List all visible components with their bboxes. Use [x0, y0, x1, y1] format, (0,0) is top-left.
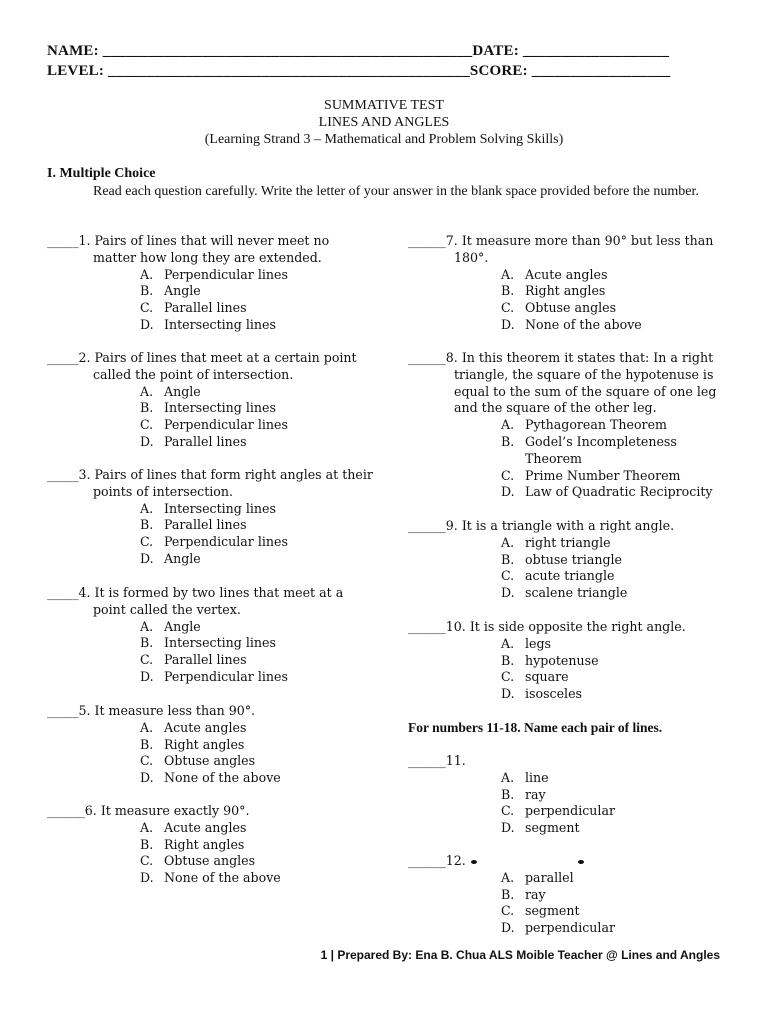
option-item	[140, 669, 377, 686]
question-text: It is a triangle with a right angle.	[461, 518, 675, 533]
question-stem	[408, 619, 738, 636]
option-letter: C.	[140, 534, 154, 550]
option-text: segment	[525, 820, 580, 836]
option-letter: C.	[501, 300, 515, 316]
option-text: Parallel lines	[164, 517, 247, 533]
answer-blank[interactable]: ______	[408, 518, 446, 533]
option-item	[501, 653, 738, 670]
question-text: It measure more than 90° but less than	[461, 233, 714, 248]
option-text: Obtuse angles	[164, 853, 256, 869]
option-item	[140, 534, 377, 551]
option-item	[501, 870, 738, 887]
option-item	[501, 820, 738, 837]
options-list	[47, 384, 377, 451]
instructions: Read each question carefully. Write the letter of your answer in the blank space provided before the number.	[93, 184, 699, 199]
question-text-cont: triangle, the square of the hypotenuse is	[454, 366, 714, 382]
option-letter: C.	[501, 568, 515, 584]
option-letter: A.	[140, 819, 154, 835]
question-text-cont: 180°.	[454, 249, 489, 265]
option-text: Intersecting lines	[164, 635, 276, 651]
option-item	[501, 434, 738, 468]
option-letter: B.	[140, 517, 154, 533]
answer-blank[interactable]: _____	[47, 233, 79, 248]
answer-blank[interactable]: _____	[47, 467, 79, 482]
option-text: Intersecting lines	[164, 500, 276, 516]
option-letter: A.	[501, 534, 515, 550]
option-letter: D.	[140, 433, 154, 449]
question-text: Pairs of lines that form right angles at their	[94, 467, 373, 482]
question-text-cont: points of intersection.	[93, 483, 233, 499]
answer-blank[interactable]: _____	[47, 703, 79, 718]
option-text: Intersecting lines	[164, 400, 276, 416]
option-letter: A.	[501, 417, 515, 433]
question-item	[47, 803, 377, 887]
question-stem	[47, 803, 377, 820]
option-text: segment	[525, 903, 580, 919]
option-text: perpendicular	[525, 920, 615, 936]
option-item	[140, 820, 377, 837]
option-item	[140, 300, 377, 317]
option-letter: D.	[140, 870, 154, 886]
option-item	[501, 317, 738, 334]
option-letter: C.	[140, 753, 154, 769]
option-letter: D.	[140, 668, 154, 684]
option-text: Right angles	[525, 283, 606, 299]
option-letter: A.	[140, 719, 154, 735]
question-stem	[408, 753, 738, 770]
option-text: ray	[525, 786, 546, 802]
question-number: 7.	[445, 233, 458, 248]
question-number: 11.	[445, 753, 466, 768]
question-stem	[408, 350, 738, 367]
question-item	[408, 518, 738, 602]
option-item	[140, 635, 377, 652]
answer-blank[interactable]: _____	[47, 350, 79, 365]
option-item	[140, 317, 377, 334]
option-text: perpendicular	[525, 803, 615, 819]
option-letter: A.	[140, 500, 154, 516]
options-list	[408, 770, 738, 837]
question-number: 2.	[78, 350, 91, 365]
option-text: None of the above	[525, 316, 642, 332]
question-number: 12.	[445, 853, 466, 868]
option-letter: A.	[140, 383, 154, 399]
option-text: hypotenuse	[525, 652, 599, 668]
options-list	[47, 267, 377, 334]
option-letter: D.	[501, 820, 515, 836]
option-item	[501, 920, 738, 937]
question-item	[408, 619, 738, 703]
footer: 1 | Prepared By: Ena B. Chua ALS Moible Teacher @ Lines and Angles	[320, 948, 720, 962]
option-item	[140, 283, 377, 300]
option-text: Pythagorean Theorem	[525, 417, 667, 433]
option-item	[501, 417, 738, 434]
question-text-cont: called the point of intersection.	[93, 366, 294, 382]
option-text: Angle	[164, 618, 201, 634]
option-letter: B.	[501, 283, 515, 299]
option-item	[140, 501, 377, 518]
name-date-line: NAME: ________________________________________________DATE: ___________________	[47, 43, 670, 59]
question-text: It measure exactly 90°.	[100, 803, 250, 818]
option-letter: A.	[501, 769, 515, 785]
question-item	[408, 350, 738, 501]
options-list	[408, 535, 738, 602]
option-text: Acute angles	[525, 266, 608, 282]
option-item	[501, 903, 738, 920]
level-score-line: LEVEL: _______________________________________________SCORE: __________________	[47, 63, 671, 79]
option-letter: B.	[501, 652, 515, 668]
question-item	[408, 233, 738, 334]
option-text: Perpendicular lines	[164, 534, 288, 550]
option-item	[140, 417, 377, 434]
options-list	[408, 870, 738, 937]
option-text: line	[525, 769, 549, 785]
answer-blank[interactable]: ______	[408, 350, 446, 365]
option-text: Perpendicular lines	[164, 266, 288, 282]
option-item	[140, 853, 377, 870]
option-text: Acute angles	[164, 719, 247, 735]
option-letter: C.	[140, 417, 154, 433]
question-stem	[47, 703, 377, 720]
question-text-cont: matter how long they are extended.	[93, 249, 322, 265]
option-text: Angle	[164, 283, 201, 299]
question-text-cont: and the square of the other leg.	[454, 400, 657, 416]
figure-point	[578, 860, 584, 864]
option-text: Angle	[164, 383, 201, 399]
question-number: 3.	[78, 467, 91, 482]
option-text: Obtuse angles	[525, 300, 617, 316]
option-item	[501, 552, 738, 569]
options-list	[47, 720, 377, 787]
option-item	[140, 720, 377, 737]
option-text: Law of Quadratic Reciprocity	[525, 484, 713, 500]
option-letter: B.	[140, 400, 154, 416]
option-item	[501, 585, 738, 602]
question-number: 5.	[78, 703, 91, 718]
option-item	[501, 568, 738, 585]
figure-point	[471, 860, 477, 864]
question-text-cont: equal to the sum of the square of one leg	[454, 383, 717, 399]
option-letter: B.	[501, 551, 515, 567]
options-list	[408, 267, 738, 334]
option-letter: C.	[140, 300, 154, 316]
option-item	[501, 283, 738, 300]
answer-blank[interactable]: ______	[408, 853, 446, 868]
question-number: 6.	[84, 803, 97, 818]
option-letter: B.	[501, 886, 515, 902]
option-letter: A.	[140, 618, 154, 634]
test-subtitle: LINES AND ANGLES	[318, 115, 450, 130]
question-stem	[47, 467, 377, 484]
options-list	[408, 636, 738, 703]
option-text: isosceles	[525, 686, 582, 702]
option-item	[140, 434, 377, 451]
option-letter: A.	[140, 266, 154, 282]
option-letter: B.	[140, 283, 154, 299]
option-item	[501, 300, 738, 317]
answer-blank[interactable]: ______	[408, 753, 446, 768]
option-letter: C.	[501, 669, 515, 685]
question-item	[47, 467, 377, 568]
section-name-pairs: For numbers 11-18. Name each pair of lines.	[408, 720, 663, 735]
question-number: 9.	[445, 518, 458, 533]
question-stem	[47, 585, 377, 602]
option-letter: A.	[501, 266, 515, 282]
answer-blank[interactable]: ______	[408, 233, 446, 248]
question-item	[47, 703, 377, 787]
option-letter: B.	[501, 786, 515, 802]
question-stem	[408, 853, 738, 870]
question-number: 4.	[78, 585, 91, 600]
option-item	[501, 887, 738, 904]
option-item	[501, 484, 738, 501]
option-item	[140, 551, 377, 568]
option-letter: B.	[501, 433, 515, 449]
option-item	[501, 468, 738, 485]
option-letter: D.	[140, 550, 154, 566]
learning-strand: (Learning Strand 3 – Mathematical and Problem Solving Skills)	[204, 132, 564, 147]
option-item	[501, 686, 738, 703]
option-letter: B.	[140, 836, 154, 852]
options-list	[47, 501, 377, 568]
option-item	[501, 770, 738, 787]
question-item	[408, 753, 738, 837]
option-item	[140, 737, 377, 754]
option-item	[501, 636, 738, 653]
option-text: None of the above	[164, 770, 281, 786]
option-text: Intersecting lines	[164, 316, 276, 332]
option-text: legs	[525, 635, 552, 651]
option-text: Parallel lines	[164, 433, 247, 449]
option-letter: B.	[140, 635, 154, 651]
option-item	[140, 652, 377, 669]
option-text: Acute angles	[164, 819, 247, 835]
option-text: None of the above	[164, 870, 281, 886]
test-title: SUMMATIVE TEST	[324, 98, 444, 113]
question-stem	[408, 233, 738, 250]
option-item	[501, 669, 738, 686]
option-letter: D.	[501, 316, 515, 332]
question-text: Pairs of lines that will never meet no	[94, 233, 330, 248]
question-item	[47, 585, 377, 686]
question-text: In this theorem it states that: In a right	[461, 350, 714, 365]
option-text: Right angles	[164, 836, 245, 852]
option-letter: B.	[140, 736, 154, 752]
option-letter: C.	[501, 903, 515, 919]
answer-blank[interactable]: _____	[47, 585, 79, 600]
option-item	[140, 770, 377, 787]
question-stem	[47, 350, 377, 367]
question-stem	[408, 518, 738, 535]
option-item	[501, 787, 738, 804]
section-multiple-choice: I. Multiple Choice	[47, 166, 156, 181]
question-text: It is side opposite the right angle.	[469, 619, 686, 634]
option-letter: A.	[501, 869, 515, 885]
options-list	[47, 820, 377, 887]
option-item	[501, 267, 738, 284]
option-text: Prime Number Theorem	[525, 467, 681, 483]
question-number: 8.	[445, 350, 458, 365]
option-item	[140, 517, 377, 534]
option-item	[140, 870, 377, 887]
question-number: 10.	[445, 619, 466, 634]
question-text: It measure less than 90°.	[94, 703, 256, 718]
option-letter: C.	[140, 652, 154, 668]
option-letter: C.	[140, 853, 154, 869]
question-item	[47, 233, 377, 334]
option-letter: C.	[501, 467, 515, 483]
question-text: It is formed by two lines that meet at a	[94, 585, 344, 600]
option-item	[140, 753, 377, 770]
option-text: scalene triangle	[525, 585, 628, 601]
option-letter: D.	[501, 920, 515, 936]
option-text: Perpendicular lines	[164, 417, 288, 433]
question-item	[47, 350, 377, 451]
option-text: parallel	[525, 869, 574, 885]
question-text-cont: point called the vertex.	[93, 601, 241, 617]
option-letter: D.	[501, 686, 515, 702]
option-item	[501, 535, 738, 552]
option-text: ray	[525, 886, 546, 902]
option-text: Parallel lines	[164, 300, 247, 316]
option-item	[140, 619, 377, 636]
options-list	[47, 619, 377, 686]
option-letter: D.	[501, 585, 515, 601]
option-letter: D.	[140, 770, 154, 786]
option-item	[140, 837, 377, 854]
question-number: 1.	[78, 233, 91, 248]
option-item	[140, 384, 377, 401]
question-item	[408, 853, 738, 937]
option-text: right triangle	[525, 534, 611, 550]
option-item	[140, 400, 377, 417]
option-letter: A.	[501, 635, 515, 651]
options-list	[408, 417, 738, 501]
option-text: Perpendicular lines	[164, 668, 288, 684]
question-text: Pairs of lines that meet at a certain point	[94, 350, 357, 365]
option-text: obtuse triangle	[525, 551, 623, 567]
answer-blank[interactable]: ______	[47, 803, 85, 818]
option-text: Parallel lines	[164, 652, 247, 668]
option-text: acute triangle	[525, 568, 615, 584]
option-text: Obtuse angles	[164, 753, 256, 769]
option-item	[140, 267, 377, 284]
option-letter: C.	[501, 803, 515, 819]
option-text: Godel’s Incompleteness Theorem	[525, 433, 677, 466]
answer-blank[interactable]: ______	[408, 619, 446, 634]
question-stem	[47, 233, 377, 250]
option-text: Angle	[164, 550, 201, 566]
option-item	[501, 803, 738, 820]
option-text: Right angles	[164, 736, 245, 752]
option-letter: D.	[501, 484, 515, 500]
option-text: square	[525, 669, 569, 685]
option-letter: D.	[140, 316, 154, 332]
